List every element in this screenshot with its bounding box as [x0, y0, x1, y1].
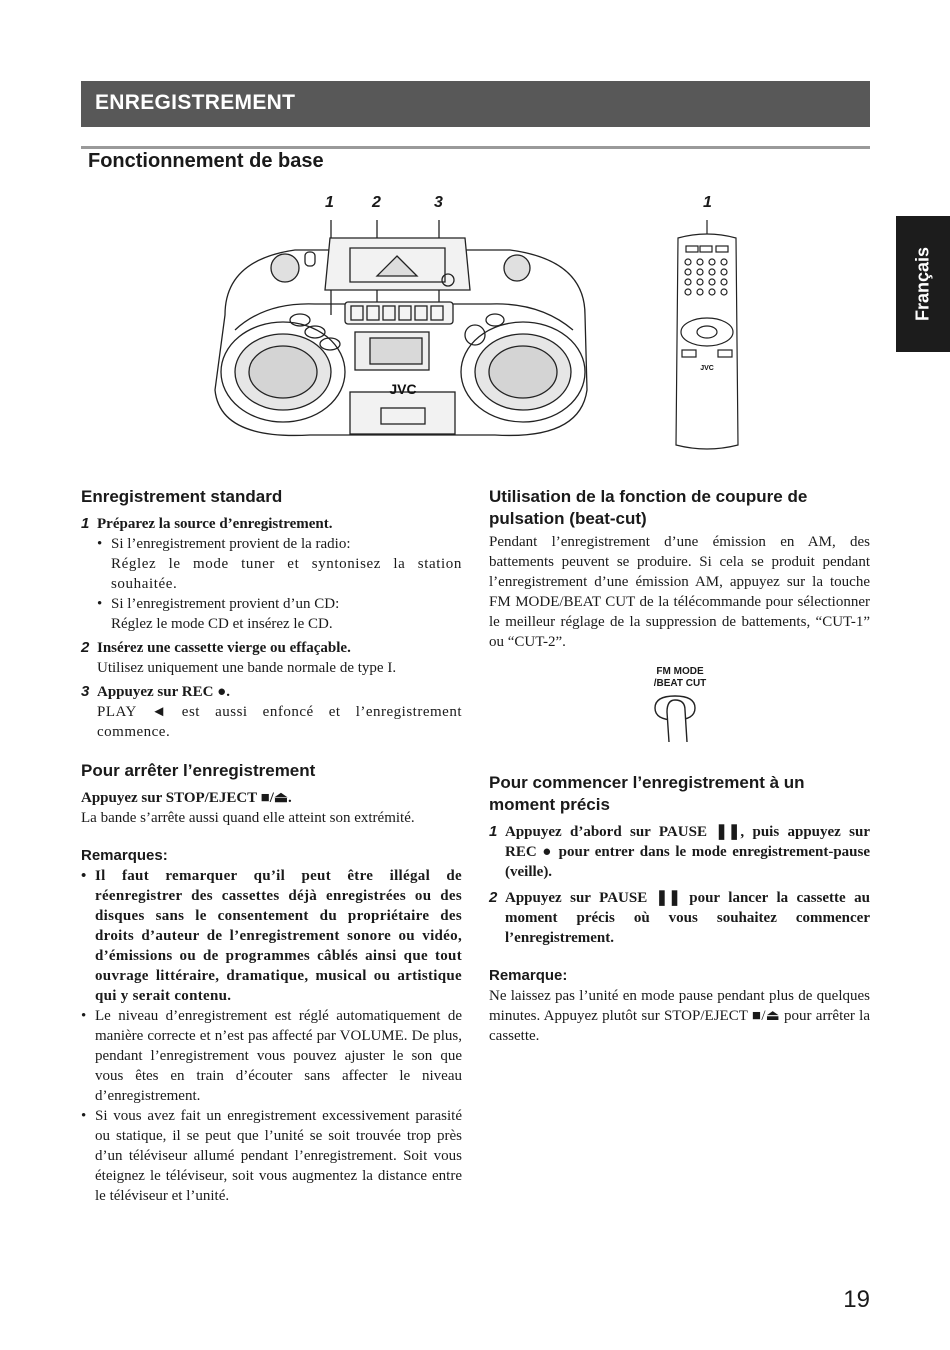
standard-step-3 — [81, 682, 462, 742]
precise-step-2 — [489, 888, 870, 948]
step-number: 1 — [489, 823, 498, 840]
beatcut-text: Pendant l’enregistrement d’une émission en AM, des battements peuvent se produire. Si cela se produit pendant l’enregistrement d’une émission AM, appuyez sur la touche FM MODE/BEAT CUT de la télécommande pour sélectionner le meilleur réglage de la suppression de battements, “CUT-1” ou “CUT-2”. — [489, 534, 870, 650]
stop-heading: Pour arrêter l’enregistrement — [81, 761, 316, 780]
right-column-lower — [489, 772, 870, 1046]
step-number: 2 — [81, 639, 90, 656]
boombox-illustration — [205, 220, 600, 452]
standard-step-2 — [81, 638, 462, 678]
stop-action: Appuyez sur STOP/EJECT ■/⏏. — [81, 790, 292, 806]
remark-text: Ne laissez pas l’unité en mode pause pendant plus de quelques minutes. Appuyez plutôt sur STOP/EJECT ■/⏏ pour arrêter la cassette. — [489, 988, 870, 1044]
callout-1: 1 — [325, 194, 334, 211]
section-banner — [81, 81, 870, 127]
remark-heading: Remarque: — [489, 967, 568, 984]
step-title: Insérez une cassette vierge ou effaçable. — [97, 640, 351, 656]
remote-brand-label: JVC — [700, 365, 714, 372]
section-title: Fonctionnement de base — [88, 150, 324, 172]
list-item — [97, 594, 462, 634]
language-tab — [896, 216, 950, 352]
step-text: Utilisez uniquement une bande normale de type I. — [97, 660, 397, 676]
step-text: Appuyez sur PAUSE ❚❚ pour lancer la cassette au moment précis où vous souhaitez commencer l’enregistrement. — [505, 890, 870, 946]
page-number: 19 — [843, 1286, 870, 1313]
remote-control-illustration — [668, 220, 746, 455]
callout-3: 3 — [434, 194, 443, 211]
remark-item — [81, 1106, 462, 1206]
boombox-brand-label: JVC — [389, 381, 417, 397]
step-number: 1 — [81, 515, 90, 532]
remark-item — [81, 1006, 462, 1106]
precise-step-1 — [489, 822, 870, 882]
beat-cut-label-line: /BEAT CUT — [653, 678, 707, 689]
header-rule — [81, 146, 870, 149]
fm-mode-beat-cut-label — [640, 666, 720, 690]
precise-heading: Pour commencer l’enregistrement à un moment précis — [489, 773, 805, 814]
remark-text: • Le niveau d’enregistrement est réglé automatiquement de manière correcte et n’est pas affecté par VOLUME. De plus, pendant l’enregistrement vous pouvez ajuster le son que vous êtes en train d’écouter sans affecter le niveau d’enregistrement. — [95, 1008, 462, 1104]
remark-text: • Il faut remarquer qu’il peut être illégal de réenregistrer des cassettes déjà enregistrées ou des disques sans le consentement du propriétaire des droits d’auteur de l’enregistrement sonore ou vidéo, d’émissions ou de programmes câblés ainsi que tout ouvrage littéraire, dramatique, musical ou artistique qui y serait contenu. — [95, 868, 462, 1004]
fm-mode-label-line: FM MODE — [656, 666, 704, 677]
step-text: Appuyez d’abord sur PAUSE ❚❚, puis appuyez sur REC ● pour entrer dans le mode enregistrement-pause (veille). — [505, 824, 870, 880]
banner-title: ENREGISTREMENT — [95, 91, 296, 114]
stop-text: La bande s’arrête aussi quand elle atteint son extrémité. — [81, 810, 415, 826]
callout-2: 2 — [372, 194, 381, 211]
list-item-text: • Si l’enregistrement provient d’un CD: — [111, 596, 340, 612]
beatcut-heading: Utilisation de la fonction de coupure de pulsation (beat-cut) — [489, 487, 808, 528]
remark-item — [81, 866, 462, 1006]
callout-remote-1: 1 — [703, 194, 712, 211]
remark-text: • Si vous avez fait un enregistrement excessivement parasité ou statique, il se peut que l’unité se soit trouvée trop près d’un téléviseur allumé pendant l’enregistrement. Soit vous éteignez le téléviseur, soit vous augmentez la distance entre le téléviseur et l’unité. — [95, 1108, 462, 1204]
step-title: Préparez la source d’enregistrement. — [97, 516, 333, 532]
standard-step-1 — [81, 514, 462, 634]
left-column — [81, 486, 462, 1206]
fm-mode-button-illustration — [645, 690, 705, 746]
language-tab-label: Français — [912, 246, 933, 322]
step-text: PLAY ◄ est aussi enfoncé et l’enregistrement commence. — [97, 704, 462, 740]
list-item-text: Réglez le mode tuner et syntonisez la station souhaitée. — [111, 556, 462, 592]
step-number: 2 — [489, 889, 498, 906]
step-title: Appuyez sur REC ●. — [97, 684, 230, 700]
standard-heading: Enregistrement standard — [81, 487, 283, 506]
list-item-text: • Si l’enregistrement provient de la radio: — [111, 536, 351, 552]
remarks-heading: Remarques: — [81, 847, 168, 864]
list-item-text: Réglez le mode CD et insérez le CD. — [111, 616, 333, 632]
step-number: 3 — [81, 683, 90, 700]
list-item — [97, 534, 462, 594]
right-column — [489, 486, 870, 652]
